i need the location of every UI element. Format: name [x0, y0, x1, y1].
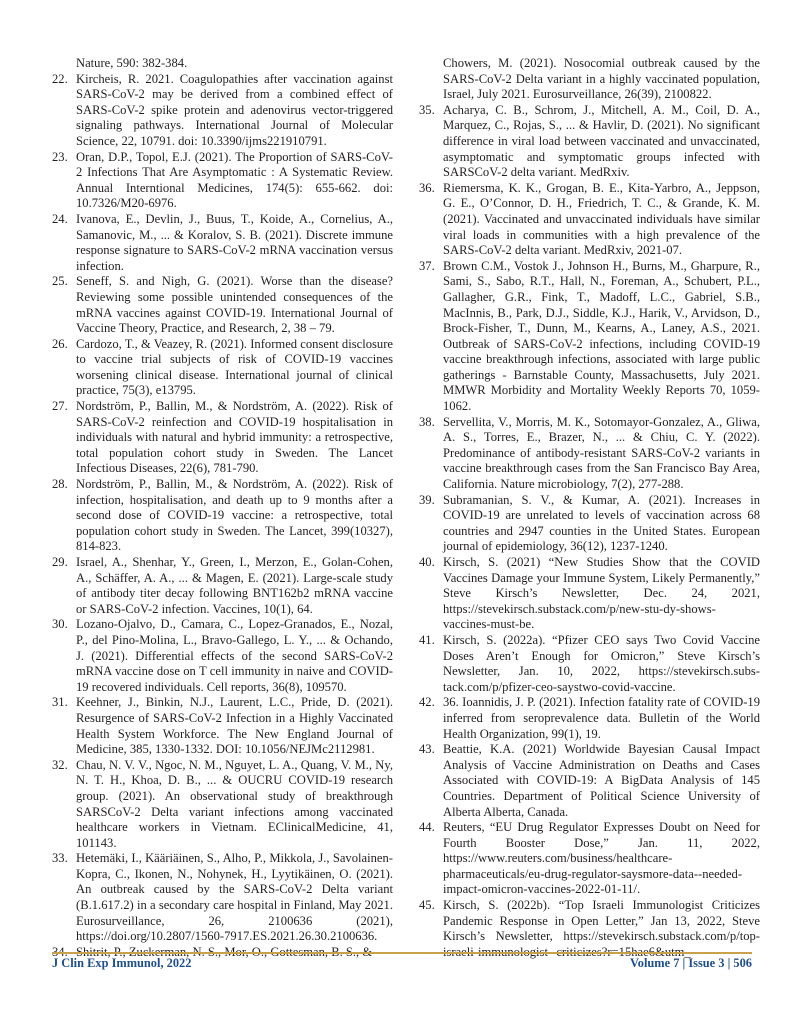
reference-item	[52, 72, 393, 150]
reference-text: Keehner, J., Binkin, N.J., Laurent, L.C., Pride, D. (2021). Resurgence of SARS-CoV-2 Infection in a Highly Vaccinated Health System Workforce. The New England Journal of Medicine, 385, 1330-1332. DOI: 10.1056/NEJMc2112981.	[76, 695, 393, 757]
reference-text: 36. Ioannidis, J. P. (2021). Infection fatality rate of COVID-19 inferred from seroprevalence data. Bulletin of the World Health Organization, 99(1), 19.	[443, 695, 760, 741]
reference-number: 35.	[419, 102, 435, 117]
reference-text: Ivanova, E., Devlin, J., Buus, T., Koide, A., Cornelius, A., Samanovic, M., ... & Koralov, S. B. (2021). Discrete immune response signature to SARS-CoV-2 mRNA vaccination versus infection.	[76, 211, 393, 273]
reference-item	[419, 181, 760, 259]
reference-text: Subramanian, S. V., & Kumar, A. (2021). Increases in COVID-19 are unrelated to levels of vaccination across 68 countries and 2947 counties in the United States. European journal of epidemiology, 36(12), 1237-1240.	[443, 492, 760, 554]
reference-number: 43.	[419, 742, 435, 757]
reference-item	[52, 617, 393, 695]
left-column	[52, 56, 393, 960]
reference-item	[52, 695, 393, 757]
reference-item	[52, 758, 393, 852]
reference-item	[52, 477, 393, 555]
reference-number: 41.	[419, 632, 435, 647]
reference-item	[419, 259, 760, 415]
reference-item	[52, 337, 393, 399]
reference-number: 45.	[419, 898, 435, 913]
reference-text: Acharya, C. B., Schrom, J., Mitchell, A. M., Coil, D. A., Marquez, C., Rojas, S., ... & Havlir, D. (2021). No significant difference in viral load between vaccinated and unvaccinated, asymptomatic and symptomatic groups infected with SARSCoV-2 delta variant. MedRxiv.	[443, 102, 760, 180]
reference-number: 29.	[52, 555, 68, 569]
reference-text: Nature, 590: 382-384.	[76, 56, 188, 70]
reference-number: 38.	[419, 414, 435, 429]
reference-number: 23.	[52, 149, 68, 164]
reference-text: Reuters, “EU Drug Regulator Expresses Doubt on Need for Fourth Booster Dose,” Jan. 11, 2022, https://www.reuters.com/business/healthcare-pharmaceuticals/eu-drug-regulator-saysmore-data--needed-impact-omicron-vaccines-2022-01-11/.	[443, 820, 760, 897]
reference-item	[419, 103, 760, 181]
reference-number: 33.	[52, 851, 68, 866]
reference-item	[52, 274, 393, 336]
reference-number: 40.	[419, 555, 435, 569]
reference-item	[52, 150, 393, 212]
reference-text: Kircheis, R. 2021. Coagulopathies after vaccination against SARS-CoV-2 may be derived from a combined effect of SARS-CoV-2 spike protein and adenovirus vector-triggered signaling pathways. International Journal of Molecular Science, 22, 10791. doi: 10.3390/ijms221910791.	[76, 71, 393, 148]
reference-item	[52, 56, 393, 72]
reference-number: 30.	[52, 617, 68, 632]
reference-item	[419, 493, 760, 555]
footer-rule	[52, 952, 752, 954]
reference-item	[419, 555, 760, 633]
reference-item	[419, 56, 760, 103]
reference-item	[52, 851, 393, 945]
reference-text: Riemersma, K. K., Grogan, B. E., Kita-Yarbro, A., Jeppson, G. E., O’Connor, D. H., Friedrich, T. C., & Grande, K. M. (2021). Vaccinated and unvaccinated individuals have similar viral loads in communities with a high prevalence of the SARS-CoV-2 delta variant. MedRxiv, 2021-07.	[443, 180, 760, 258]
reference-item	[419, 742, 760, 820]
reference-number: 31.	[52, 695, 68, 710]
reference-text: Kirsch, S. (2022a). “Pfizer CEO says Two Covid Vaccine Doses Aren’t Enough for Omicron,” Steve Kirsch’s Newsletter, Jan. 10, 2022, https://stevekirsch.subs-tack.com/p/pfizer-ceo-saystwo-covid-vaccine.	[443, 632, 760, 694]
reference-number: 37.	[419, 258, 435, 273]
reference-text: Lozano-Ojalvo, D., Camara, C., Lopez-Granados, E., Nozal, P., del Pino-Molina, L., Bravo-Gallego, L. Y., ... & Ochando, J. (2021). Differential effects of the second SARS-CoV-2 mRNA vaccine dose on T cell immunity in naive and COVID-19 recovered individuals. Cell reports, 36(8), 109570.	[76, 617, 393, 694]
volume-issue-page: Volume 7 | Issue 3 | 506	[629, 956, 752, 970]
reference-text: Israel, A., Shenhar, Y., Green, I., Merzon, E., Golan-Cohen, A., Schäffer, A. A., ... & Magen, E. (2021). Large-scale study of antibody titer decay following BNT162b2 mRNA vaccine or SARS-CoV-2 infection. Vaccines, 10(1), 64.	[76, 555, 393, 616]
reference-text: Kirsch, S. (2022b). “Top Israeli Immunologist Criticizes Pandemic Response in Open Letter,” Jan 13, 2022, Steve Kirsch’s Newsletter, https://stevekirsch.substack.com/p/top-	[443, 898, 760, 944]
reference-item	[419, 633, 760, 695]
reference-number: 39.	[419, 492, 435, 507]
reference-number: 24.	[52, 211, 68, 226]
reference-text: Hetemäki, I., Kääriäinen, S., Alho, P., Mikkola, J., Savolainen-Kopra, C., Ikonen, N., Nohynek, H., Lyytikäinen, O. (2021). An outbreak caused by the SARS-CoV-2 Delta variant (B.1.617.2) in a secondary care hospital in Finland, May 2021. Eurosurveillance, 26, 2100636 (2021), https://doi.org/10.2807/1560-7917.ES.2021.26.30.2100636.	[76, 851, 393, 944]
reference-text: Beattie, K.A. (2021) Worldwide Bayesian Causal Impact Analysis of Vaccine Administration on Deaths and Cases Associated with COVID-19: A BigData Analysis of 145 Countries. Department of Political Science University of Alberta Alberta, Canada.	[443, 742, 760, 819]
reference-item	[52, 212, 393, 274]
reference-text: Oran, D.P., Topol, E.J. (2021). The Proportion of SARS-CoV-2 Infections That Are Asymptomatic : A Systematic Review. Annual Interntional Medicines, 174(5): 655-662. doi: 10.7326/M20-6976.	[76, 149, 393, 211]
reference-number: 25.	[52, 274, 68, 289]
reference-number: 26.	[52, 336, 68, 351]
reference-text: Nordström, P., Ballin, M., & Nordström, A. (2022). Risk of SARS-CoV-2 reinfection and COVID-19 hospitalisation in individuals with natural and hybrid immunity: a retrospective, total population cohort study in Sweden. The Lancet Infectious Diseases, 22(6), 781-790.	[76, 399, 393, 476]
right-column	[419, 56, 760, 960]
reference-text: Chau, N. V. V., Ngoc, N. M., Nguyet, L. A., Quang, V. M., Ny, N. T. H., Khoa, D. B., ... & OUCRU COVID-19 research group. (2021). An observational study of breakthrough SARSCoV-2 Delta variant infections among vaccinated healthcare workers in Vietnam. EClinicalMedicine, 41, 101143.	[76, 757, 393, 850]
journal-name: J Clin Exp Immunol, 2022	[52, 956, 192, 970]
reference-text: Kirsch, S. (2021) “New Studies Show that the COVID Vaccines Damage your Immune System, Likely Permanently,” Steve Kirsch’s Newsletter, Dec. 24, 2021, https://stevekirsch.substack.com/p/new-stu-dy-shows-vaccines-must-be.	[443, 555, 760, 632]
reference-text: Chowers, M. (2021). Nosocomial outbreak caused by the SARS-CoV-2 Delta variant in a highly vaccinated population, Israel, July 2021. Eurosurveillance, 26(39), 2100822.	[443, 56, 760, 102]
reference-item	[419, 695, 760, 742]
reference-item	[52, 555, 393, 617]
reference-number: 27.	[52, 399, 68, 414]
reference-item	[419, 415, 760, 493]
reference-number: 42.	[419, 695, 435, 710]
reference-text: Servellita, V., Morris, M. K., Sotomayor-Gonzalez, A., Gliwa, A. S., Torres, E., Brazer, N., ... & Chiu, C. Y. (2022). Predominance of antibody-resistant SARS-CoV-2 variants in vaccine breakthrough cases from the San Francisco Bay Area, California. Nature microbiology, 7(2), 277-288.	[443, 414, 760, 492]
reference-text: Cardozo, T., & Veazey, R. (2021). Informed consent disclosure to vaccine trial subjects of risk of COVID-19 vaccines worsening clinical disease. International journal of clinical practice, 75(3), e13795.	[76, 336, 393, 398]
reference-text: Brown C.M., Vostok J., Johnson H., Burns, M., Gharpure, R., Sami, S., Sabo, R.T., Hall, N., Foreman, A., Schubert, P.L., Gallagher, G.R., Fink, T., Madoff, L.C., Gabriel, S.B., MacInnis, B., Park, D.J., Siddle, K.J., Harik, V., Arvidson, D., Brock-Fisher, T., Dunn, M., Kearns, A., Laney, A.S., 2021. Outbreak of SARS-CoV-2 infections, including COVID-19 vaccine breakthrough infections, associated with large public gatherings - Barnstable County, Massachusetts, July 2021. MMWR Morbidity and Mortality Weekly Reports 70, 1059-1062.	[443, 258, 760, 414]
reference-number: 22.	[52, 71, 68, 86]
reference-number: 44.	[419, 820, 435, 835]
reference-number: 28.	[52, 477, 68, 492]
reference-text: Seneff, S. and Nigh, G. (2021). Worse than the disease? Reviewing some possible unintended consequences of the mRNA vaccines against COVID-19. International Journal of Vaccine Theory, Practice, and Research, 2, 38 – 79.	[76, 274, 393, 336]
reference-number: 36.	[419, 180, 435, 195]
reference-item	[52, 399, 393, 477]
reference-text: Nordström, P., Ballin, M., & Nordström, A. (2022). Risk of infection, hospitalisation, and death up to 9 months after a second dose of COVID-19 vaccine: a retrospective, total population cohort study in Sweden. The Lancet, 399(10327), 814-823.	[76, 477, 393, 554]
reference-number: 32.	[52, 757, 68, 772]
reference-item	[419, 820, 760, 898]
